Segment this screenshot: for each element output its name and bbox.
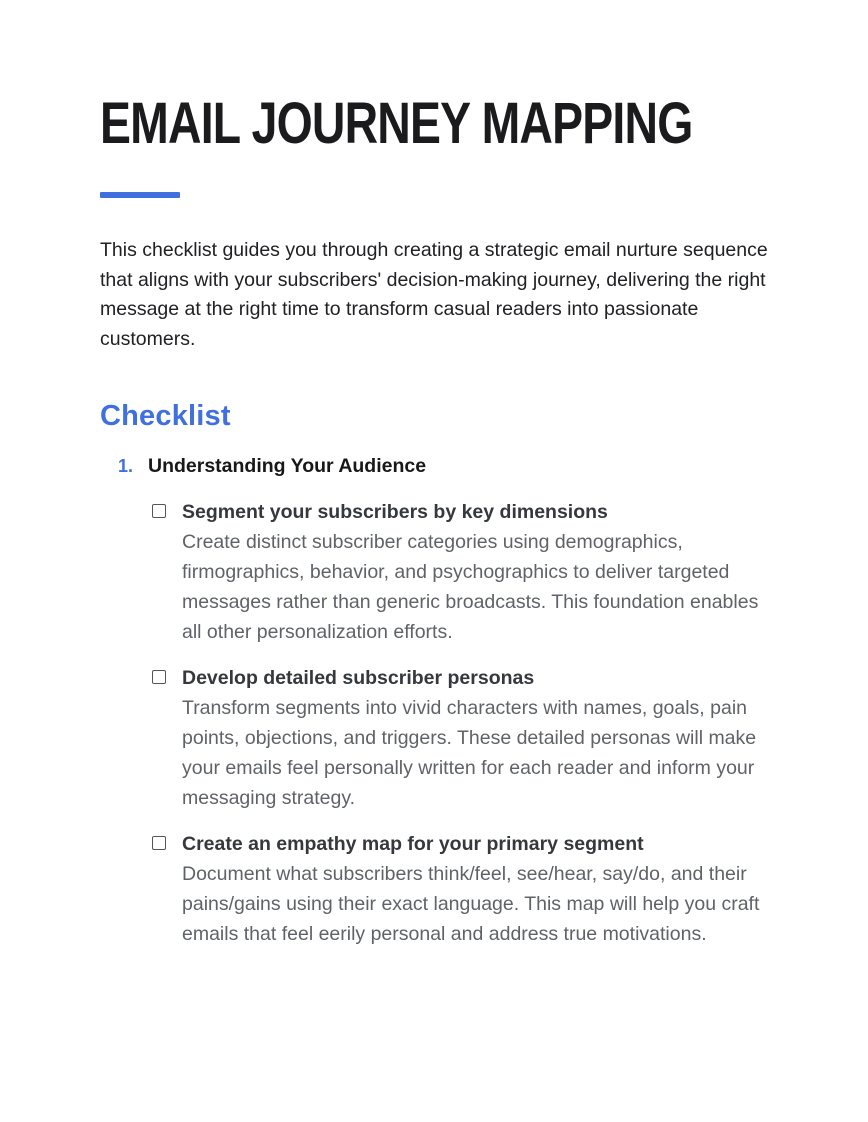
- checkbox-unchecked-icon[interactable]: [152, 504, 166, 518]
- checkbox-label: Segment your subscribers by key dimensions: [182, 501, 608, 523]
- checkbox-label: Develop detailed subscriber personas: [182, 667, 535, 689]
- checkbox-label: Create an empathy map for your primary segment: [182, 833, 644, 855]
- checklist-item: [182, 829, 768, 949]
- checklist-item-body: [182, 497, 768, 647]
- checklist-sections: [100, 451, 768, 949]
- section-number: 1.: [118, 456, 134, 476]
- checkbox-unchecked-icon[interactable]: [152, 670, 166, 684]
- checklist-item: [182, 497, 768, 647]
- checkbox-unchecked-icon[interactable]: [152, 836, 166, 850]
- title-divider: [100, 192, 180, 198]
- checkbox-description: Transform segments into vivid characters with names, goals, pain points, objections, and triggers. These detailed personas will make your emails feel personally written for each reader and inform your messaging strategy.: [182, 697, 757, 809]
- checklist-heading: Checklist: [100, 400, 231, 432]
- section-header: [118, 451, 768, 481]
- page-title: EMAIL JOURNEY MAPPING: [100, 91, 693, 156]
- intro-paragraph: This checklist guides you through creating a strategic email nurture sequence that aligns with your subscribers' decision-making journey, delivering the right message at the right time to transform casual readers into passionate customers.: [100, 239, 768, 350]
- checkbox-description: Document what subscribers think/feel, see/hear, say/do, and their pains/gains using their exact language. This map will help you craft emails that feel eerily personal and address true motivations.: [182, 863, 760, 945]
- checklist-item-body: [182, 829, 768, 949]
- section-title: Understanding Your Audience: [148, 455, 427, 477]
- section-items: [100, 497, 768, 949]
- checklist-section: [100, 451, 768, 949]
- checklist-item-body: [182, 663, 768, 813]
- checkbox-description: Create distinct subscriber categories using demographics, firmographics, behavior, and psychographics to deliver targeted messages rather than generic broadcasts. This foundation enables all other personalization efforts.: [182, 531, 759, 643]
- checklist-item: [182, 663, 768, 813]
